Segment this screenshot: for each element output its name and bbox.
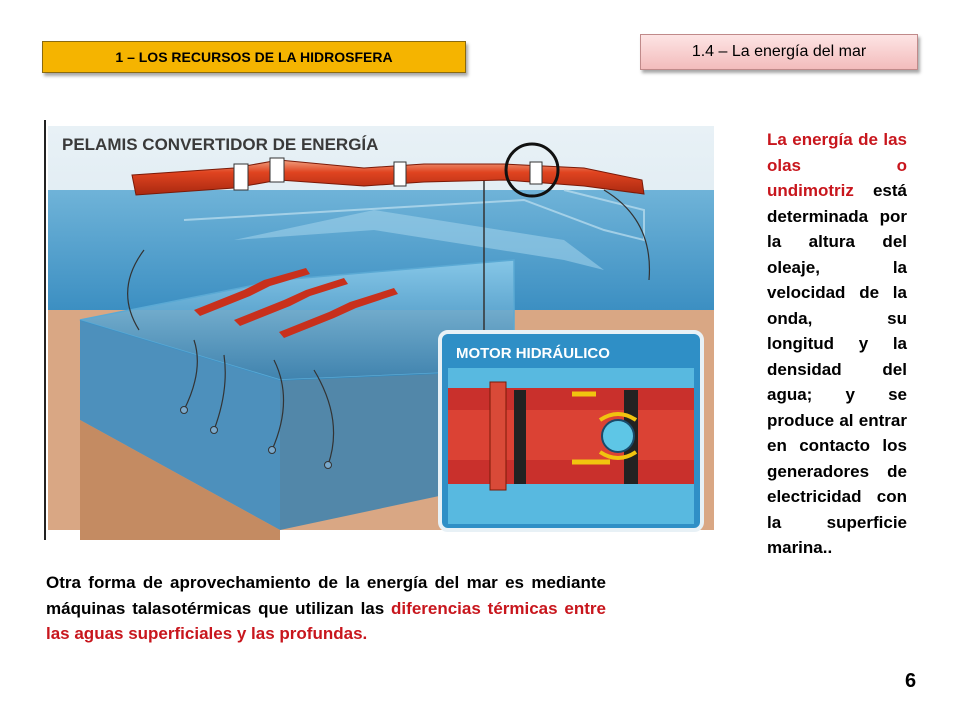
section-title <box>42 41 466 73</box>
thermal-energy-highlight: diferencias térmicas entre las aguas superficiales y las profundas. <box>46 598 606 643</box>
wave-energy-highlight: La energía de las olas o undimotriz <box>767 130 907 200</box>
wave-energy-description <box>767 127 907 561</box>
svg-text:PELAMIS CONVERTIDOR DE ENERGÍA <box>62 135 378 154</box>
page-number: 6 <box>905 670 917 692</box>
figure-title-bold: PELAMIS <box>62 135 138 154</box>
subsection-title-text: 1.4 – La energía del mar <box>691 43 867 60</box>
subsection-title <box>640 34 918 70</box>
pelamis-illustration <box>44 120 714 540</box>
thermal-energy-intro: Otra forma de aprovechamiento de la energía del mar es mediante máquinas talasotérmicas que utilizan las <box>46 573 606 618</box>
figure-title-rest: CONVERTIDOR DE ENERGÍA <box>137 135 379 154</box>
section-title-text: 1 – LOS RECURSOS DE LA HIDROSFERA <box>115 49 393 65</box>
wave-energy-body: está determinada por la altura del oleaje, la velocidad de la onda, su longitud y la densidad del agua; y se produce al entrar en contacto los generadores de electricidad con la superficie marina.. <box>767 181 907 557</box>
inset-title: MOTOR HIDRÁULICO <box>456 345 610 362</box>
thermal-energy-description <box>46 570 606 647</box>
